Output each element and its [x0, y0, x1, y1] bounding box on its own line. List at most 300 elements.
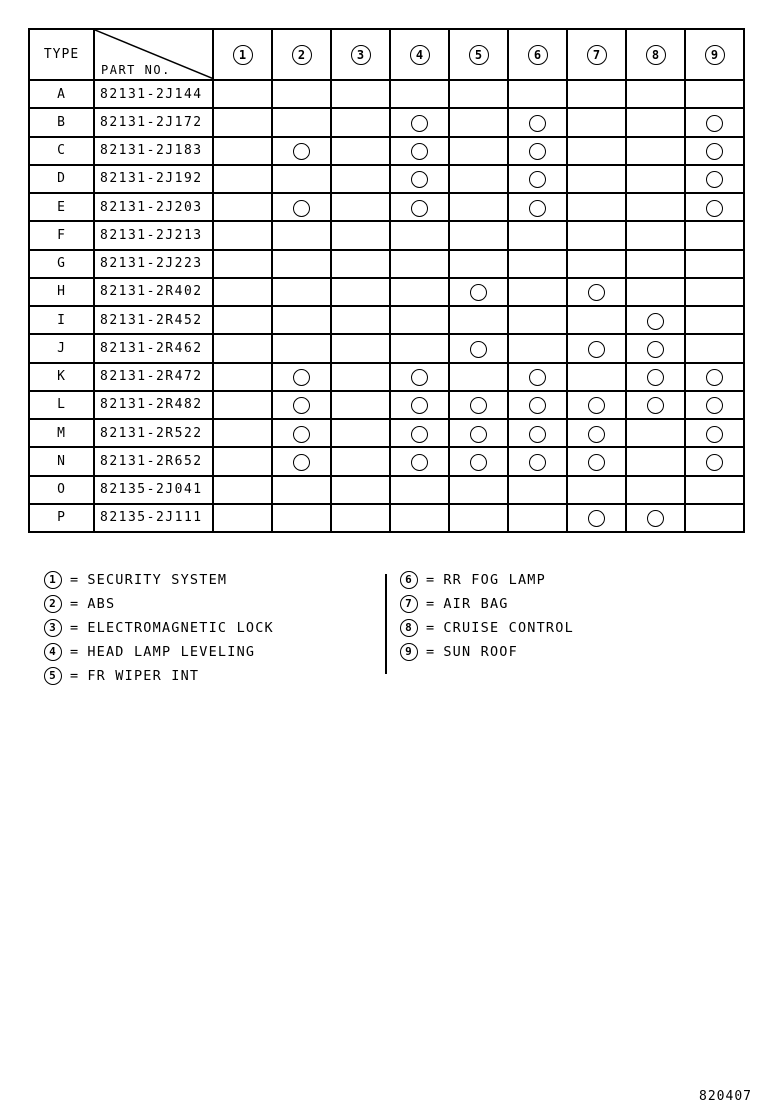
applicable-circle-icon	[706, 397, 723, 414]
applicable-circle-icon	[293, 454, 310, 471]
type-cell: C	[29, 137, 94, 165]
applicable-circle-icon	[529, 171, 546, 188]
applicable-circle-icon	[470, 454, 487, 471]
option-cell-6	[508, 419, 567, 447]
option-cell-2	[272, 221, 331, 249]
option-cell-4	[390, 137, 449, 165]
applicable-circle-icon	[529, 426, 546, 443]
option-cell-3	[331, 306, 390, 334]
part-number-cell: 82131-2R462	[94, 334, 213, 362]
option-cell-3	[331, 476, 390, 504]
option-cell-4	[390, 165, 449, 193]
option-cell-5	[449, 165, 508, 193]
table-row	[29, 504, 744, 532]
option-cell-2	[272, 193, 331, 221]
legend-divider	[385, 574, 387, 674]
applicable-circle-icon	[647, 369, 664, 386]
circled-number-icon: 8	[400, 619, 418, 637]
applicable-circle-icon	[293, 397, 310, 414]
option-cell-8	[626, 363, 685, 391]
applicable-circle-icon	[588, 341, 605, 358]
table-row	[29, 447, 744, 475]
applicable-circle-icon	[470, 397, 487, 414]
option-cell-5	[449, 193, 508, 221]
applicable-circle-icon	[588, 510, 605, 527]
type-cell: G	[29, 250, 94, 278]
legend-item	[44, 664, 274, 688]
header-option-8	[626, 29, 685, 80]
option-cell-3	[331, 391, 390, 419]
circled-number-icon: 2	[292, 45, 312, 65]
applicable-circle-icon	[293, 426, 310, 443]
applicable-circle-icon	[411, 171, 428, 188]
option-cell-2	[272, 504, 331, 532]
legend-label: ELECTROMAGNETIC LOCK	[87, 620, 274, 636]
option-cell-6	[508, 108, 567, 136]
circled-number-icon: 4	[410, 45, 430, 65]
option-cell-6	[508, 80, 567, 108]
option-cell-2	[272, 447, 331, 475]
option-cell-5	[449, 278, 508, 306]
option-cell-5	[449, 306, 508, 334]
legend-item	[400, 592, 574, 616]
header-option-9	[685, 29, 744, 80]
part-number-cell: 82135-2J041	[94, 476, 213, 504]
option-cell-6	[508, 250, 567, 278]
type-cell: J	[29, 334, 94, 362]
legend-separator: =	[426, 644, 436, 660]
part-number-cell: 82131-2R452	[94, 306, 213, 334]
circled-number-icon: 7	[587, 45, 607, 65]
header-option-3	[331, 29, 390, 80]
option-cell-5	[449, 334, 508, 362]
circled-number-icon: 1	[233, 45, 253, 65]
option-cell-7	[567, 391, 626, 419]
circled-number-icon: 9	[705, 45, 725, 65]
part-number-cell: 82131-2J183	[94, 137, 213, 165]
header-option-2	[272, 29, 331, 80]
option-cell-9	[685, 391, 744, 419]
table-row	[29, 363, 744, 391]
option-cell-9	[685, 334, 744, 362]
legend-label: SECURITY SYSTEM	[87, 572, 228, 588]
option-cell-2	[272, 137, 331, 165]
option-cell-8	[626, 447, 685, 475]
option-cell-6	[508, 278, 567, 306]
option-cell-5	[449, 108, 508, 136]
figure-code: 820407	[699, 1089, 752, 1104]
part-number-cell: 82131-2J203	[94, 193, 213, 221]
option-cell-3	[331, 419, 390, 447]
option-cell-3	[331, 504, 390, 532]
option-cell-2	[272, 334, 331, 362]
option-cell-8	[626, 476, 685, 504]
option-cell-6	[508, 447, 567, 475]
applicable-circle-icon	[588, 284, 605, 301]
applicable-circle-icon	[411, 397, 428, 414]
table-row	[29, 193, 744, 221]
applicable-circle-icon	[470, 284, 487, 301]
legend-label: RR FOG LAMP	[443, 572, 546, 588]
header-part-no	[94, 29, 213, 80]
option-cell-2	[272, 108, 331, 136]
option-cell-7	[567, 165, 626, 193]
circled-number-icon: 6	[528, 45, 548, 65]
option-cell-4	[390, 250, 449, 278]
table-body	[29, 80, 744, 532]
option-cell-1	[213, 193, 272, 221]
applicable-circle-icon	[529, 397, 546, 414]
applicable-circle-icon	[647, 341, 664, 358]
option-cell-1	[213, 391, 272, 419]
option-cell-7	[567, 363, 626, 391]
type-cell: P	[29, 504, 94, 532]
circled-number-icon: 5	[44, 667, 62, 685]
table-row	[29, 165, 744, 193]
applicable-circle-icon	[293, 143, 310, 160]
applicable-circle-icon	[411, 426, 428, 443]
option-cell-8	[626, 504, 685, 532]
circled-number-icon: 6	[400, 571, 418, 589]
legend-item	[44, 616, 274, 640]
legend-label: AIR BAG	[443, 596, 509, 612]
option-cell-7	[567, 250, 626, 278]
applicable-circle-icon	[293, 369, 310, 386]
type-cell: M	[29, 419, 94, 447]
option-cell-1	[213, 334, 272, 362]
option-cell-5	[449, 80, 508, 108]
option-cell-3	[331, 278, 390, 306]
circled-number-icon: 9	[400, 643, 418, 661]
option-cell-8	[626, 250, 685, 278]
table-row	[29, 221, 744, 249]
option-cell-3	[331, 250, 390, 278]
type-cell: F	[29, 221, 94, 249]
header-type: TYPE	[29, 29, 94, 80]
option-cell-4	[390, 108, 449, 136]
option-cell-5	[449, 250, 508, 278]
type-cell: D	[29, 165, 94, 193]
option-cell-9	[685, 504, 744, 532]
option-cell-6	[508, 504, 567, 532]
option-cell-7	[567, 334, 626, 362]
legend-separator: =	[70, 620, 80, 636]
header-option-1	[213, 29, 272, 80]
option-cell-8	[626, 137, 685, 165]
type-cell: K	[29, 363, 94, 391]
part-number-cell: 82131-2J223	[94, 250, 213, 278]
circled-number-icon: 3	[44, 619, 62, 637]
legend-separator: =	[426, 620, 436, 636]
option-cell-8	[626, 419, 685, 447]
table-header-row	[29, 29, 744, 80]
legend-label: FR WIPER INT	[87, 668, 200, 684]
applicable-circle-icon	[411, 143, 428, 160]
option-cell-9	[685, 419, 744, 447]
applicable-circle-icon	[647, 397, 664, 414]
applicable-circle-icon	[470, 341, 487, 358]
option-cell-7	[567, 278, 626, 306]
option-cell-4	[390, 306, 449, 334]
option-cell-5	[449, 504, 508, 532]
option-cell-9	[685, 137, 744, 165]
option-cell-8	[626, 306, 685, 334]
option-cell-8	[626, 221, 685, 249]
option-cell-3	[331, 165, 390, 193]
option-cell-1	[213, 363, 272, 391]
type-cell: I	[29, 306, 94, 334]
option-cell-5	[449, 476, 508, 504]
applicable-circle-icon	[706, 171, 723, 188]
option-cell-6	[508, 391, 567, 419]
option-cell-2	[272, 419, 331, 447]
option-cell-1	[213, 108, 272, 136]
part-number-cell: 82135-2J111	[94, 504, 213, 532]
option-cell-9	[685, 278, 744, 306]
type-cell: H	[29, 278, 94, 306]
option-cell-1	[213, 80, 272, 108]
type-cell: B	[29, 108, 94, 136]
table-row	[29, 108, 744, 136]
header-option-6	[508, 29, 567, 80]
option-cell-2	[272, 363, 331, 391]
option-cell-7	[567, 80, 626, 108]
applicable-circle-icon	[529, 369, 546, 386]
option-cell-1	[213, 137, 272, 165]
option-cell-6	[508, 363, 567, 391]
option-cell-6	[508, 221, 567, 249]
part-number-cell: 82131-2J213	[94, 221, 213, 249]
option-cell-7	[567, 419, 626, 447]
legend-item	[400, 616, 574, 640]
table-row	[29, 419, 744, 447]
option-cell-4	[390, 334, 449, 362]
option-cell-1	[213, 278, 272, 306]
circled-number-icon: 3	[351, 45, 371, 65]
option-cell-7	[567, 447, 626, 475]
option-cell-6	[508, 334, 567, 362]
circled-number-icon: 1	[44, 571, 62, 589]
applicable-circle-icon	[588, 454, 605, 471]
option-cell-3	[331, 193, 390, 221]
legend-label: CRUISE CONTROL	[443, 620, 574, 636]
option-cell-8	[626, 165, 685, 193]
legend-label: SUN ROOF	[443, 644, 518, 660]
option-cell-5	[449, 447, 508, 475]
applicable-circle-icon	[588, 426, 605, 443]
option-cell-3	[331, 447, 390, 475]
option-cell-8	[626, 391, 685, 419]
option-cell-5	[449, 221, 508, 249]
header-option-7	[567, 29, 626, 80]
legend-item	[44, 592, 274, 616]
option-cell-6	[508, 165, 567, 193]
option-cell-4	[390, 476, 449, 504]
applicable-circle-icon	[411, 200, 428, 217]
applicable-circle-icon	[647, 313, 664, 330]
option-cell-4	[390, 278, 449, 306]
legend-label: HEAD LAMP LEVELING	[87, 644, 256, 660]
option-cell-7	[567, 193, 626, 221]
option-cell-2	[272, 165, 331, 193]
option-cell-4	[390, 221, 449, 249]
option-cell-9	[685, 476, 744, 504]
option-cell-8	[626, 80, 685, 108]
circled-number-icon: 7	[400, 595, 418, 613]
legend-item	[400, 640, 574, 664]
option-cell-6	[508, 193, 567, 221]
option-cell-2	[272, 250, 331, 278]
applicable-circle-icon	[411, 454, 428, 471]
type-cell: N	[29, 447, 94, 475]
part-number-cell: 82131-2R402	[94, 278, 213, 306]
applicable-circle-icon	[706, 143, 723, 160]
legend-left	[44, 568, 274, 688]
applicable-circle-icon	[588, 397, 605, 414]
option-cell-8	[626, 334, 685, 362]
legend-label: ABS	[87, 596, 116, 612]
part-number-cell: 82131-2J144	[94, 80, 213, 108]
applicable-circle-icon	[706, 200, 723, 217]
legend-right	[400, 568, 574, 664]
applicable-circle-icon	[529, 200, 546, 217]
part-number-cell: 82131-2R472	[94, 363, 213, 391]
option-cell-7	[567, 504, 626, 532]
option-cell-5	[449, 363, 508, 391]
table-row	[29, 391, 744, 419]
header-option-5	[449, 29, 508, 80]
parts-applicability-table	[28, 28, 745, 533]
part-number-cell: 82131-2J172	[94, 108, 213, 136]
part-number-cell: 82131-2R652	[94, 447, 213, 475]
header-option-4	[390, 29, 449, 80]
legend-separator: =	[70, 644, 80, 660]
option-cell-1	[213, 476, 272, 504]
applicable-circle-icon	[706, 369, 723, 386]
option-cell-6	[508, 476, 567, 504]
option-cell-9	[685, 306, 744, 334]
option-cell-4	[390, 363, 449, 391]
option-cell-8	[626, 193, 685, 221]
legend-item	[400, 568, 574, 592]
option-cell-1	[213, 447, 272, 475]
legend-separator: =	[70, 572, 80, 588]
option-cell-7	[567, 476, 626, 504]
option-cell-4	[390, 391, 449, 419]
option-cell-9	[685, 108, 744, 136]
option-cell-1	[213, 250, 272, 278]
circled-number-icon: 4	[44, 643, 62, 661]
legend-item	[44, 568, 274, 592]
type-cell: L	[29, 391, 94, 419]
option-cell-1	[213, 306, 272, 334]
option-cell-9	[685, 80, 744, 108]
option-cell-4	[390, 504, 449, 532]
table-row	[29, 476, 744, 504]
type-cell: O	[29, 476, 94, 504]
option-cell-3	[331, 108, 390, 136]
circled-number-icon: 8	[646, 45, 666, 65]
option-cell-9	[685, 250, 744, 278]
applicable-circle-icon	[529, 143, 546, 160]
applicable-circle-icon	[706, 426, 723, 443]
applicable-circle-icon	[706, 115, 723, 132]
option-cell-4	[390, 80, 449, 108]
option-cell-4	[390, 447, 449, 475]
option-cell-3	[331, 137, 390, 165]
legend-item	[44, 640, 274, 664]
option-cell-1	[213, 504, 272, 532]
part-number-cell: 82131-2J192	[94, 165, 213, 193]
table-row	[29, 80, 744, 108]
option-cell-4	[390, 419, 449, 447]
option-cell-3	[331, 221, 390, 249]
option-cell-9	[685, 165, 744, 193]
option-cell-8	[626, 108, 685, 136]
legend-separator: =	[70, 668, 80, 684]
option-cell-2	[272, 391, 331, 419]
table-row	[29, 306, 744, 334]
option-cell-9	[685, 221, 744, 249]
applicable-circle-icon	[470, 426, 487, 443]
option-cell-5	[449, 419, 508, 447]
applicable-circle-icon	[529, 454, 546, 471]
header-part-label: PART NO.	[101, 63, 171, 77]
circled-number-icon: 2	[44, 595, 62, 613]
part-number-cell: 82131-2R522	[94, 419, 213, 447]
table-row	[29, 137, 744, 165]
option-cell-6	[508, 306, 567, 334]
table-row	[29, 250, 744, 278]
option-cell-1	[213, 165, 272, 193]
applicable-circle-icon	[293, 200, 310, 217]
option-cell-7	[567, 137, 626, 165]
applicable-circle-icon	[647, 510, 664, 527]
option-cell-9	[685, 363, 744, 391]
option-cell-7	[567, 108, 626, 136]
legend-separator: =	[426, 572, 436, 588]
option-cell-3	[331, 363, 390, 391]
option-cell-5	[449, 391, 508, 419]
applicable-circle-icon	[706, 454, 723, 471]
applicable-circle-icon	[411, 369, 428, 386]
applicable-circle-icon	[529, 115, 546, 132]
applicable-circle-icon	[411, 115, 428, 132]
option-cell-3	[331, 334, 390, 362]
table-row	[29, 278, 744, 306]
option-cell-9	[685, 193, 744, 221]
type-cell: A	[29, 80, 94, 108]
option-cell-2	[272, 306, 331, 334]
option-cell-3	[331, 80, 390, 108]
option-cell-7	[567, 306, 626, 334]
option-cell-1	[213, 419, 272, 447]
table-row	[29, 334, 744, 362]
circled-number-icon: 5	[469, 45, 489, 65]
option-cell-1	[213, 221, 272, 249]
legend-separator: =	[426, 596, 436, 612]
option-cell-4	[390, 193, 449, 221]
option-cell-2	[272, 278, 331, 306]
option-cell-2	[272, 80, 331, 108]
option-cell-8	[626, 278, 685, 306]
option-cell-5	[449, 137, 508, 165]
option-cell-2	[272, 476, 331, 504]
option-cell-9	[685, 447, 744, 475]
part-number-cell: 82131-2R482	[94, 391, 213, 419]
type-cell: E	[29, 193, 94, 221]
option-cell-7	[567, 221, 626, 249]
